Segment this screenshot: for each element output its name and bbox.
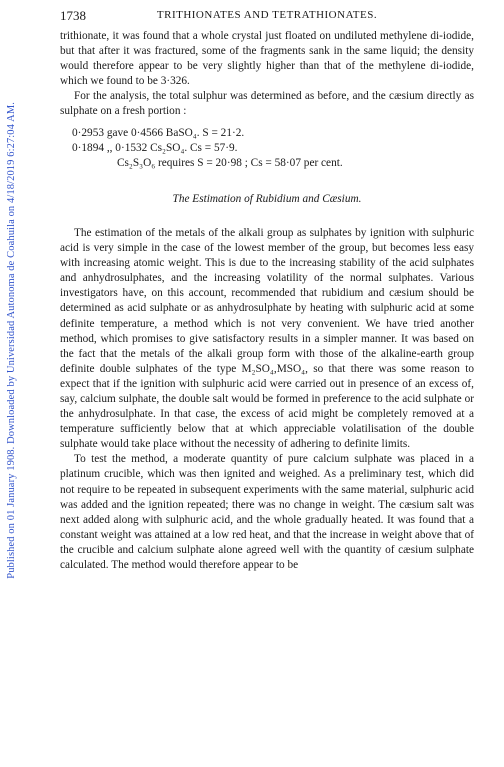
section-heading: The Estimation of Rubidium and Cæsium. xyxy=(172,192,362,205)
page-header xyxy=(60,8,474,26)
analysis-line-caesium: 0·1894 ,, 0·1532 Cs₂SO₄. Cs = 57·9. xyxy=(72,141,238,154)
analysis-line-calculated: Cs₂S₃O₆ requires S = 20·98 ; Cs = 58·07 per cent. xyxy=(117,156,343,169)
analysis-line-sulphur: 0·2953 gave 0·4566 BaSO₄. S = 21·2. xyxy=(72,126,245,139)
page-number: 1738 xyxy=(60,8,86,23)
paragraph-estimation: The estimation of the metals of the alkali group as sulphates by ignition with sulphuric acid is very simple in the case of the lowest member of the group, but becomes less easy with increasing atomic weight. This is due to the increasing stability of the acid sulphates and anhydrosulphates, and the increasing volatility of the normal sulphates. Various investigators have, on this account, recommended that rubidium and cæsium should be determined as acid sulphate or as anhydrosulphate by heating with sulphuric acid at some definite temperature, a method which is not very convenient. We have tried another method, which promises to give satisfactory results in a simpler manner. It was based on the fact that the metals of the alkali group form with those of the alkaline-earth group definite double sulphates of the type M₂SO₄,MSO₄, so that there was some reason to expect that if the ignition with sulphuric acid were carried out in presence of an excess of, say, calcium sulphate, the double salt would be formed in preference to the acid sulphate or the anhydrosulphate. In that case, the excess of acid might be completely removed at a temperature sufficiently below that at which appreciable volatilisation of the double sulphate would take place without the necessity of adhering to definite limits. xyxy=(60,226,474,451)
running-title: TRITHIONATES AND TETRATHIONATES. xyxy=(156,9,378,21)
analysis-results xyxy=(60,126,474,171)
paragraph-continuation: trithionate, it was found that a whole crystal just floated on undiluted methylene di-iodide, but that after it was fractured, some of the fragments sank in the same liquid; the density would therefore appear to be very slightly higher than that of the methylene di-iodide, which we found to be 3·326. xyxy=(60,30,474,88)
paragraph-test-method: To test the method, a moderate quantity of pure calcium sulphate was placed in a platinum crucible, which was then ignited and weighed. As a preliminary test, which did not require to be repeated in subsequent experiments with the same material, sulphuric acid was added and the ignition repeated; there was no change in weight. The cæsium salt was next added along with sulphuric acid, and the whole gradually heated. It was found that a constant weight was attained at a low red heat, and that the increase in weight above that of the crucible and calcium sulphate alone agreed well with the quantity of cæsium sulphate calculated. The method would therefore appear to be xyxy=(60,453,474,571)
publication-stamp xyxy=(2,20,20,660)
paragraph-analysis-intro: For the analysis, the total sulphur was determined as before, and the cæsium directly as sulphate on a fresh portion : xyxy=(60,90,474,118)
article-body xyxy=(60,29,474,573)
publication-stamp-text: Published on 01 January 1908. Downloaded by Universidad Autonoma de Coahuila on 4/18/2019 6:27:04 AM. xyxy=(5,101,17,579)
